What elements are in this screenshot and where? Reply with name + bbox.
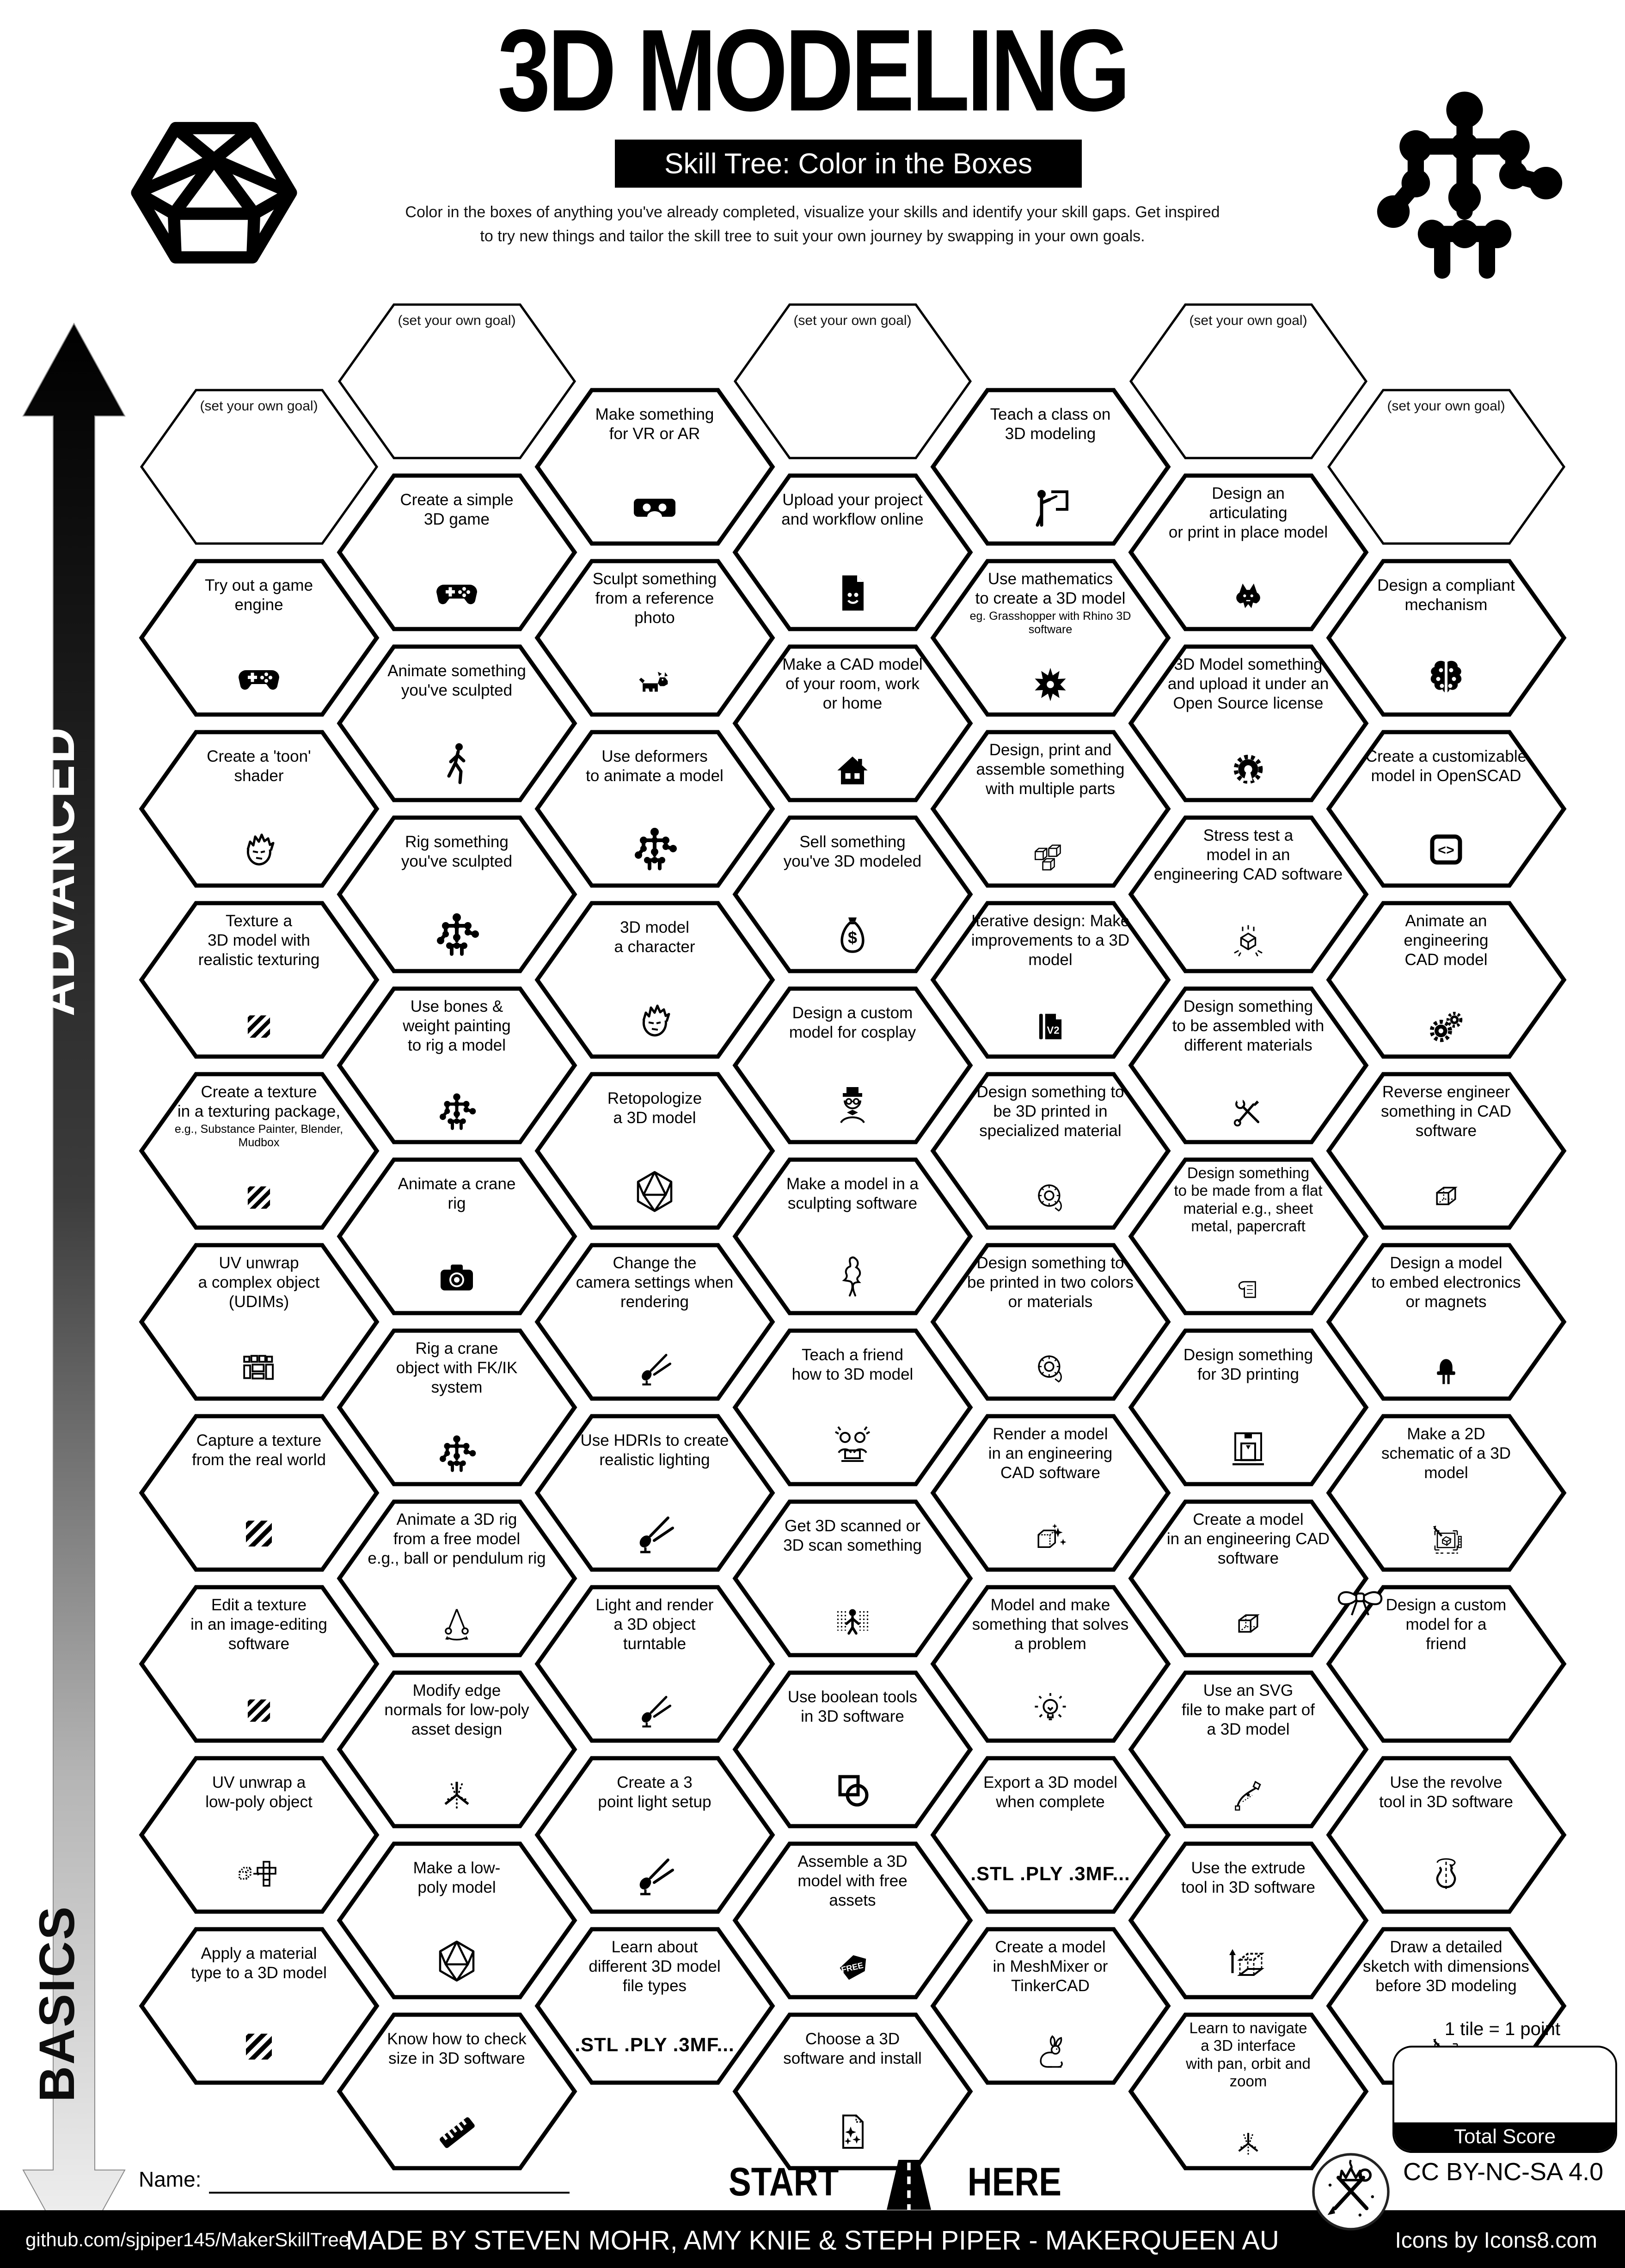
hex-label: Upload your project and workflow online — [781, 491, 924, 528]
name-input-line[interactable] — [209, 2192, 570, 2194]
axis-label-advanced: ADVANCED — [29, 726, 85, 1017]
rig-icon — [437, 1092, 477, 1132]
face-icon — [632, 997, 678, 1044]
hex-label: Teach a class on 3D modeling — [990, 405, 1111, 443]
hex-label: Use HDRIs to create realistic lighting — [580, 1431, 729, 1469]
hex-content — [1327, 1072, 1565, 1229]
hex-label: Make a 2D schematic of a 3D model — [1381, 1425, 1511, 1482]
file-types-text: .STL .PLY .3MF... — [970, 1863, 1130, 1884]
ext-icon — [1225, 1938, 1271, 1984]
hex-label: Make a low- poly model — [413, 1859, 501, 1896]
brain-icon — [1423, 655, 1469, 702]
icosa-icon — [434, 1938, 480, 1984]
hex-label: Retopologize a 3D model — [607, 1089, 702, 1127]
hex-label: Light and render a 3D object turntable — [595, 1596, 714, 1653]
name-label: Name: — [139, 2167, 202, 2191]
hex-label: Iterative design: Make improvements to a 3D model — [971, 912, 1130, 969]
d20-logo-icon — [105, 105, 323, 280]
dcube-icon — [1228, 1605, 1268, 1645]
skill-hex[interactable] — [1327, 901, 1565, 1058]
gears-icon — [1426, 1007, 1466, 1046]
cubes3-icon — [1030, 836, 1070, 875]
hex-label: Reverse engineer something in CAD software — [1380, 1083, 1512, 1140]
spool-icon — [1030, 1178, 1070, 1217]
bow-icon — [1330, 1570, 1390, 1625]
printer-icon — [1225, 1425, 1271, 1471]
license-text: CC BY-NC-SA 4.0 — [1403, 2158, 1604, 2186]
hex-label: Learn to navigate a 3D interface with pan, orbit and zoom — [1186, 2019, 1311, 2090]
v2-icon — [1030, 1007, 1070, 1046]
hex-sublabel: eg. Grasshopper with Rhino 3D software — [969, 610, 1131, 636]
hex-label: Design something to be printed in two colors or materials — [967, 1254, 1134, 1311]
hex-label: Design a model to embed electronics or magnets — [1371, 1254, 1521, 1311]
rabbit-icon — [1030, 2033, 1070, 2072]
skill-hex[interactable] — [1327, 1756, 1565, 1913]
hex-label: Use an SVG file to make part of a 3D model — [1182, 1681, 1315, 1738]
hex-content — [1327, 1756, 1565, 1913]
led-icon — [1426, 1349, 1466, 1388]
footer-repo-link[interactable]: github.com/sjpiper145/MakerSkillTree — [25, 2229, 350, 2250]
hex-sublabel: e.g., Substance Painter, Blender, Mudbox — [174, 1123, 343, 1149]
footer-icons8-credit: Icons by Icons8.com — [1395, 2228, 1597, 2253]
hex-label: Create a model in an engineering CAD software — [1166, 1510, 1330, 1567]
face-icon — [236, 826, 282, 873]
schem-icon — [1426, 1520, 1466, 1559]
hex-label: Animate a 3D rig from a free model e.g., ball or pendulum rig — [368, 1510, 546, 1567]
hex-content — [1327, 1414, 1565, 1571]
hex-content — [1327, 1243, 1565, 1400]
hex-label: Rig something you've sculpted — [401, 833, 513, 870]
rev-icon — [1423, 1852, 1469, 1899]
axis-icon — [1232, 2128, 1264, 2161]
skill-hex[interactable] — [1327, 559, 1565, 716]
hex-label: Use boolean tools in 3D software — [787, 1688, 918, 1725]
rig-icon — [632, 826, 678, 873]
hex-content — [1327, 1585, 1565, 1742]
hex-label: Animate an engineering CAD model — [1404, 912, 1489, 969]
vr-icon — [632, 484, 678, 531]
hex-label: Create a model in MeshMixer or TinkerCAD — [993, 1938, 1108, 1995]
hex-label: Draw a detailed sketch with dimensions before 3D modeling — [1363, 1938, 1529, 1995]
dcube-icon — [1426, 1178, 1466, 1217]
hex-label: Use the extrude tool in 3D software — [1181, 1859, 1315, 1896]
skill-hex[interactable] — [1327, 730, 1565, 887]
bag-icon — [829, 912, 876, 958]
hex-label: Make a model in a sculpting software — [786, 1175, 919, 1212]
stripes-icon — [239, 1178, 279, 1217]
hex-content — [1327, 901, 1565, 1058]
subtitle-banner: Skill Tree: Color in the Boxes — [615, 140, 1082, 188]
hex-label: Create a customizable model in OpenSCAD — [1365, 747, 1527, 785]
fract-icon — [1030, 665, 1070, 704]
hex-label: Render a model in an engineering CAD software — [988, 1425, 1113, 1482]
stripes-icon — [236, 2023, 282, 2070]
hex-label: Learn about different 3D model file types — [589, 1938, 721, 1995]
hex-label: Modify edge normals for low-poly asset design — [384, 1681, 529, 1738]
spool-icon — [1030, 1349, 1070, 1388]
pend-icon — [437, 1605, 477, 1645]
stripes-icon — [239, 1691, 279, 1730]
hex-label: Use the revolve tool in 3D software — [1379, 1773, 1513, 1811]
cubespark-icon — [1030, 1520, 1070, 1559]
flat-icon — [1232, 1273, 1264, 1306]
axis-icon — [437, 1776, 477, 1816]
gamepad-icon — [434, 570, 480, 616]
hex-label: Design a custom model for cosplay — [789, 1004, 916, 1041]
skill-hex[interactable] — [1327, 1414, 1565, 1571]
hex-label: UV unwrap a complex object (UDIMs) — [198, 1254, 320, 1311]
camera-icon — [434, 1254, 480, 1300]
hex-label: Use mathematics to create a 3D model — [975, 570, 1126, 607]
hex-label: (set your own goal) — [200, 398, 318, 414]
hex-label: (set your own goal) — [1387, 398, 1505, 414]
friends-icon — [829, 1425, 876, 1471]
hex-label: 3D Model something and upload it under an Open Source license — [1167, 655, 1329, 712]
hex-label: Animate something you've sculpted — [387, 662, 526, 699]
skill-hex[interactable] — [1327, 1072, 1565, 1229]
hex-label: Design something to be assembled with different materials — [1172, 997, 1325, 1054]
hex-label: Make something for VR or AR — [595, 405, 714, 443]
hex-label: Make a CAD model of your room, work or home — [782, 655, 923, 712]
hex-label: Change the camera settings when rendering — [576, 1254, 734, 1311]
bulb-icon — [1030, 1691, 1070, 1730]
skill-hex[interactable] — [1327, 1243, 1565, 1400]
page-title: 3D MODELING — [497, 6, 1128, 135]
hex-label: Capture a texture from the real world — [192, 1431, 326, 1469]
gamepad-icon — [236, 655, 282, 702]
docsmile-icon — [829, 570, 876, 616]
osi-icon — [1228, 750, 1268, 790]
icosa-icon — [632, 1168, 678, 1215]
stripes-icon — [239, 1007, 279, 1046]
spot-icon — [632, 1510, 678, 1557]
rig-icon — [434, 912, 480, 958]
docspark-icon — [829, 2109, 876, 2155]
hex-label: Design a custom model for a friend — [1386, 1596, 1507, 1653]
teacher-icon — [1027, 484, 1073, 531]
hex-label: Design, print and assemble something with multiple parts — [976, 741, 1125, 798]
hex-label: Create a 3 point light setup — [598, 1773, 711, 1811]
bool-icon — [829, 1767, 876, 1813]
here-label: HERE — [967, 2160, 1062, 2204]
hex-label: Rig a crane object with FK/IK system — [396, 1339, 518, 1396]
ruler-icon — [434, 2109, 480, 2155]
hex-label: Create a 'toon' shader — [207, 747, 311, 785]
rig-icon — [437, 1434, 477, 1474]
makerqueen-logo-icon — [1309, 2150, 1392, 2233]
start-label: START — [729, 2160, 839, 2204]
unwrap-icon — [236, 1852, 282, 1899]
spot-icon — [632, 1852, 678, 1899]
hex-label: Design something to be 3D printed in specialized material — [976, 1083, 1124, 1140]
scan-icon — [829, 1596, 876, 1642]
stress-icon — [1228, 921, 1268, 961]
hex-label: Sculpt something from a reference photo — [592, 570, 717, 627]
dog-icon — [635, 665, 675, 704]
hex-label: Know how to check size in 3D software — [387, 2030, 527, 2067]
hex-label: Sell something you've 3D modeled — [783, 833, 922, 870]
total-score-label: Total Score — [1394, 2122, 1615, 2151]
file-types-text: .STL .PLY .3MF... — [575, 2034, 735, 2055]
pen-icon — [1228, 1776, 1268, 1816]
description-line1: Color in the boxes of anything you've already completed, visualize your skills and identify your skill gaps. Get inspired — [405, 203, 1220, 221]
spot-icon — [635, 1349, 675, 1388]
hex-label: Create a simple 3D game — [400, 491, 514, 528]
hex-label: Create a texture in a texturing package, — [177, 1083, 341, 1120]
hex-label: 3D model a character — [614, 918, 695, 956]
hex-label: Design an articulating or print in place model — [1168, 484, 1328, 541]
description-line2: to try new things and tailor the skill tree to suit your own journey by swapping in your own goals. — [480, 227, 1145, 245]
hex-content — [1327, 730, 1565, 887]
hex-label: (set your own goal) — [1189, 313, 1307, 328]
hex-label: Animate a crane rig — [398, 1175, 516, 1212]
hex-content — [1327, 559, 1565, 716]
hex-label: Choose a 3D software and install — [783, 2030, 922, 2067]
cosplay-icon — [829, 1083, 876, 1129]
total-score-box[interactable] — [1392, 2046, 1617, 2153]
free-icon — [833, 1947, 872, 1987]
hex-label: Use bones & weight painting to rig a model — [403, 997, 511, 1054]
venus-icon — [829, 1254, 876, 1300]
hex-label: Use deformers to animate a model — [586, 747, 724, 785]
hex-label: Texture a 3D model with realistic texturing — [198, 912, 320, 969]
hex-label: Design something to be made from a flat material e.g., sheet metal, papercraft — [1174, 1164, 1323, 1235]
hex-label: Export a 3D model when complete — [983, 1773, 1117, 1811]
rig-logo-icon — [1363, 76, 1566, 298]
spot-icon — [635, 1691, 675, 1730]
footer-credit: MADE BY STEVEN MOHR, AMY KNIE & STEPH PIPER - MAKERQUEEN AU — [346, 2225, 1279, 2256]
hex-label: Design a compliant mechanism — [1377, 576, 1515, 614]
hex-label: Stress test a model in an engineering CAD software — [1153, 826, 1343, 883]
hex-label: Assemble a 3D model with free assets — [797, 1852, 908, 1909]
difficulty-axis-arrow — [18, 321, 129, 2265]
skill-hex[interactable] — [1327, 1585, 1565, 1742]
hex-label: Model and make something that solves a problem — [972, 1596, 1129, 1653]
hex-label: Teach a friend how to 3D model — [791, 1346, 914, 1383]
udims-icon — [239, 1349, 279, 1388]
hex-label: Get 3D scanned or 3D scan something — [783, 1517, 922, 1554]
hex-label: (set your own goal) — [793, 313, 912, 328]
hex-label: Apply a material type to a 3D model — [191, 1944, 327, 1982]
tools-icon — [1228, 1092, 1268, 1132]
hex-label: Edit a texture in an image-editing software — [190, 1596, 327, 1653]
score-note: 1 tile = 1 point — [1444, 2019, 1561, 2039]
code-icon — [1423, 826, 1469, 873]
axis-label-basics: BASICS — [29, 1905, 85, 2103]
goal-hex[interactable] — [1327, 388, 1565, 545]
house-icon — [833, 750, 872, 790]
walk-icon — [434, 741, 480, 787]
hex-content — [1327, 388, 1565, 545]
hex-label: UV unwrap a low-poly object — [205, 1773, 313, 1811]
road-icon — [864, 2150, 954, 2219]
hex-label: Design something for 3D printing — [1183, 1346, 1313, 1383]
hex-label: Try out a game engine — [204, 576, 313, 614]
hex-label: (set your own goal) — [398, 313, 516, 328]
stripes-icon — [236, 1510, 282, 1557]
dragon-icon — [1228, 579, 1268, 619]
